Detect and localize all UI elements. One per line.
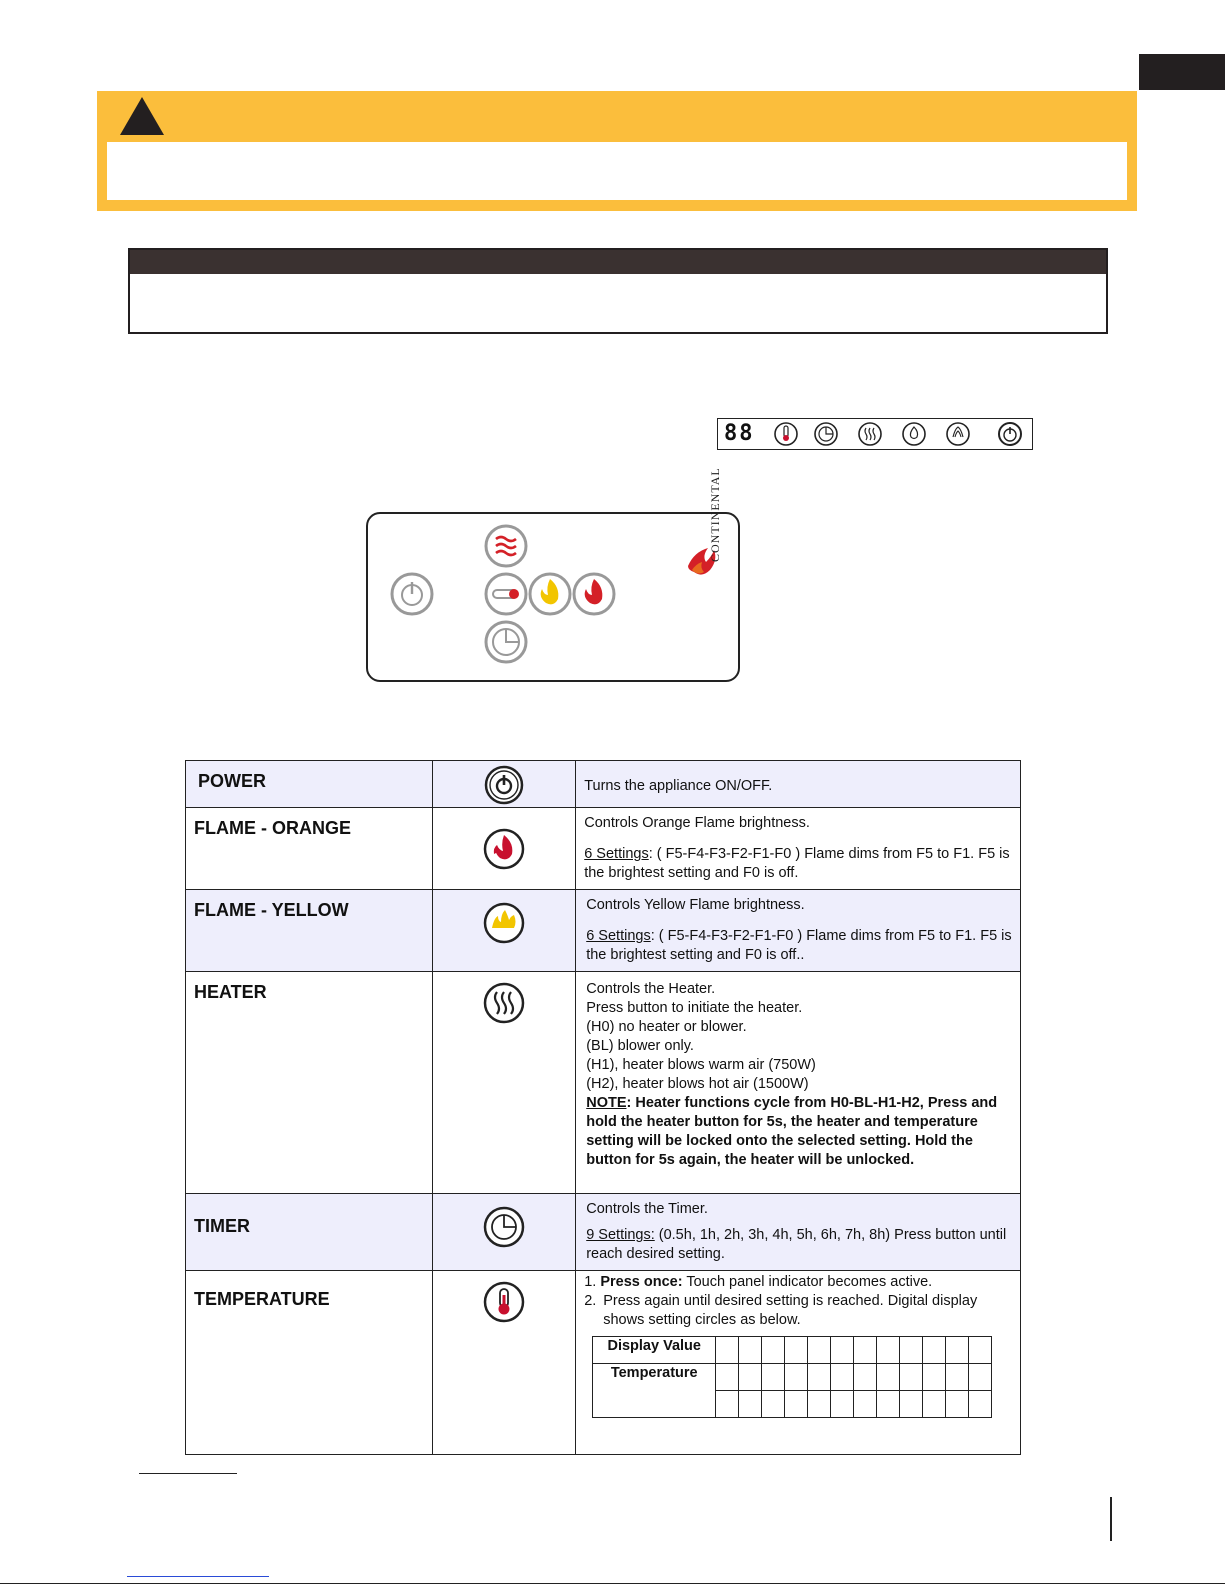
table-cell [946, 1391, 969, 1418]
table-cell [923, 1364, 946, 1391]
table-cell [877, 1364, 900, 1391]
table-cell [923, 1337, 946, 1364]
table-cell [808, 1337, 831, 1364]
table-cell [739, 1337, 762, 1364]
page-number-divider [1110, 1497, 1112, 1541]
footnote-rule [139, 1473, 237, 1474]
table-cell [785, 1337, 808, 1364]
table-cell [854, 1391, 877, 1418]
flame-orange-settings-label: 6 Settings [584, 846, 649, 862]
heater-line-3: (H0) no heater or blower. [586, 1019, 747, 1035]
heater-line-1: Controls the Heater. [586, 981, 716, 997]
table-row-flame-orange [186, 808, 1021, 890]
controls-table [185, 760, 1021, 1455]
heater-line-2: Press button to initiate the heater. [586, 1000, 803, 1016]
temperature-row-1 [593, 1364, 992, 1391]
table-cell [716, 1364, 739, 1391]
timer-icon [814, 422, 838, 446]
table-cell [762, 1391, 785, 1418]
flame-orange-line: Controls Orange Flame brightness. [584, 815, 810, 831]
heater-icon [483, 982, 525, 1024]
temperature-step-1-number: 1. [584, 1274, 597, 1290]
flame-yellow-button[interactable] [528, 572, 572, 616]
table-row-flame-yellow [186, 890, 1021, 972]
row-label-power: POWER [198, 771, 267, 791]
table-row-heater [186, 972, 1021, 1194]
row-label-temperature: TEMPERATURE [194, 1289, 330, 1309]
table-cell [762, 1364, 785, 1391]
table-row-power [186, 761, 1021, 808]
footer-link-underline[interactable] [127, 1576, 269, 1577]
power-description: Turns the appliance ON/OFF. [584, 778, 773, 794]
table-cell [877, 1391, 900, 1418]
table-cell [900, 1337, 923, 1364]
table-cell [785, 1391, 808, 1418]
table-cell [762, 1337, 785, 1364]
table-cell [716, 1391, 739, 1418]
temperature-step-1-text: Touch panel indicator becomes active. [682, 1274, 933, 1290]
flame-yellow-icon [946, 422, 970, 446]
bottom-rule [0, 1583, 1225, 1584]
table-row-temperature [186, 1271, 1021, 1455]
power-icon [998, 422, 1022, 446]
row-label-heater: HEATER [194, 982, 267, 1002]
power-button[interactable] [390, 572, 434, 616]
temperature-button[interactable] [484, 572, 528, 616]
heater-note-label: NOTE [586, 1095, 627, 1111]
display-strip [717, 418, 1033, 450]
timer-icon [483, 1206, 525, 1248]
remote-control-panel [366, 467, 740, 682]
heater-line-5: (H1), heater blows warm air (750W) [586, 1057, 816, 1073]
caution-box [128, 248, 1108, 334]
heater-line-6: (H2), heater blows hot air (1500W) [586, 1076, 809, 1092]
section-tab [1139, 54, 1225, 90]
power-icon [484, 765, 524, 805]
table-cell [969, 1391, 992, 1418]
warning-triangle-icon [120, 97, 164, 135]
row-label-flame-yellow: FLAME - YELLOW [194, 900, 349, 920]
flame-orange-icon [902, 422, 926, 446]
heater-button[interactable] [484, 524, 528, 568]
table-cell [969, 1337, 992, 1364]
table-cell [877, 1337, 900, 1364]
caution-header-bar [130, 250, 1106, 274]
table-cell [831, 1364, 854, 1391]
table-cell [900, 1364, 923, 1391]
temperature-step-2-text: Press again until desired setting is reached. Digital display shows setting circles as below. [603, 1293, 978, 1328]
display-value-label: Display Value [593, 1337, 716, 1364]
warning-body [107, 142, 1127, 200]
timer-button[interactable] [484, 620, 528, 664]
table-cell [808, 1364, 831, 1391]
flame-yellow-settings-label: 6 Settings [586, 928, 651, 944]
flame-yellow-settings-text: : ( F5-F4-F3-F2-F1-F0 ) Flame dims from F5 to F1. F5 is the brightest setting and F0 is off.. [586, 928, 1012, 963]
row-label-timer: TIMER [194, 1216, 250, 1236]
table-cell [785, 1364, 808, 1391]
brand-name: CONTINENTAL [708, 467, 722, 562]
temperature-icon [483, 1281, 525, 1323]
digital-display: 88 [724, 421, 755, 446]
display-value-row [593, 1337, 992, 1364]
table-cell [946, 1337, 969, 1364]
table-cell [946, 1364, 969, 1391]
flame-orange-button[interactable] [572, 572, 616, 616]
timer-line: Controls the Timer. [586, 1201, 708, 1217]
table-row-timer [186, 1194, 1021, 1271]
table-cell [808, 1391, 831, 1418]
table-cell [739, 1391, 762, 1418]
row-label-flame-orange: FLAME - ORANGE [194, 818, 351, 838]
table-cell [854, 1364, 877, 1391]
flame-yellow-icon [483, 902, 525, 944]
heater-line-4: (BL) blower only. [586, 1038, 694, 1054]
flame-yellow-line: Controls Yellow Flame brightness. [586, 897, 805, 913]
table-cell [969, 1364, 992, 1391]
table-cell [716, 1337, 739, 1364]
temperature-icon [774, 422, 798, 446]
flame-orange-settings-text: : ( F5-F4-F3-F2-F1-F0 ) Flame dims from F5 to F1. F5 is the brightest setting and F0 is off. [584, 846, 1010, 881]
timer-settings-text: (0.5h, 1h, 2h, 3h, 4h, 5h, 6h, 7h, 8h) Press button until reach desired setting. [586, 1227, 1007, 1262]
heater-note-text: : Heater functions cycle from H0-BL-H1-H2, Press and hold the heater button for 5s, the heater and temperature setting will be locked onto the selected setting. Hold the button for 5s again, the heater will be unlocked. [586, 1095, 998, 1168]
temperature-settings-table [592, 1336, 992, 1418]
heater-icon [858, 422, 882, 446]
flame-orange-icon [483, 828, 525, 870]
table-cell [923, 1391, 946, 1418]
table-cell [739, 1364, 762, 1391]
timer-settings-label: 9 Settings: [586, 1227, 655, 1243]
table-cell [831, 1337, 854, 1364]
table-cell [854, 1337, 877, 1364]
temperature-step-1-bold: Press once: [600, 1274, 683, 1290]
table-cell [900, 1391, 923, 1418]
temperature-label: Temperature [593, 1364, 716, 1418]
table-cell [831, 1391, 854, 1418]
temperature-step-2-number: 2. [584, 1293, 597, 1309]
